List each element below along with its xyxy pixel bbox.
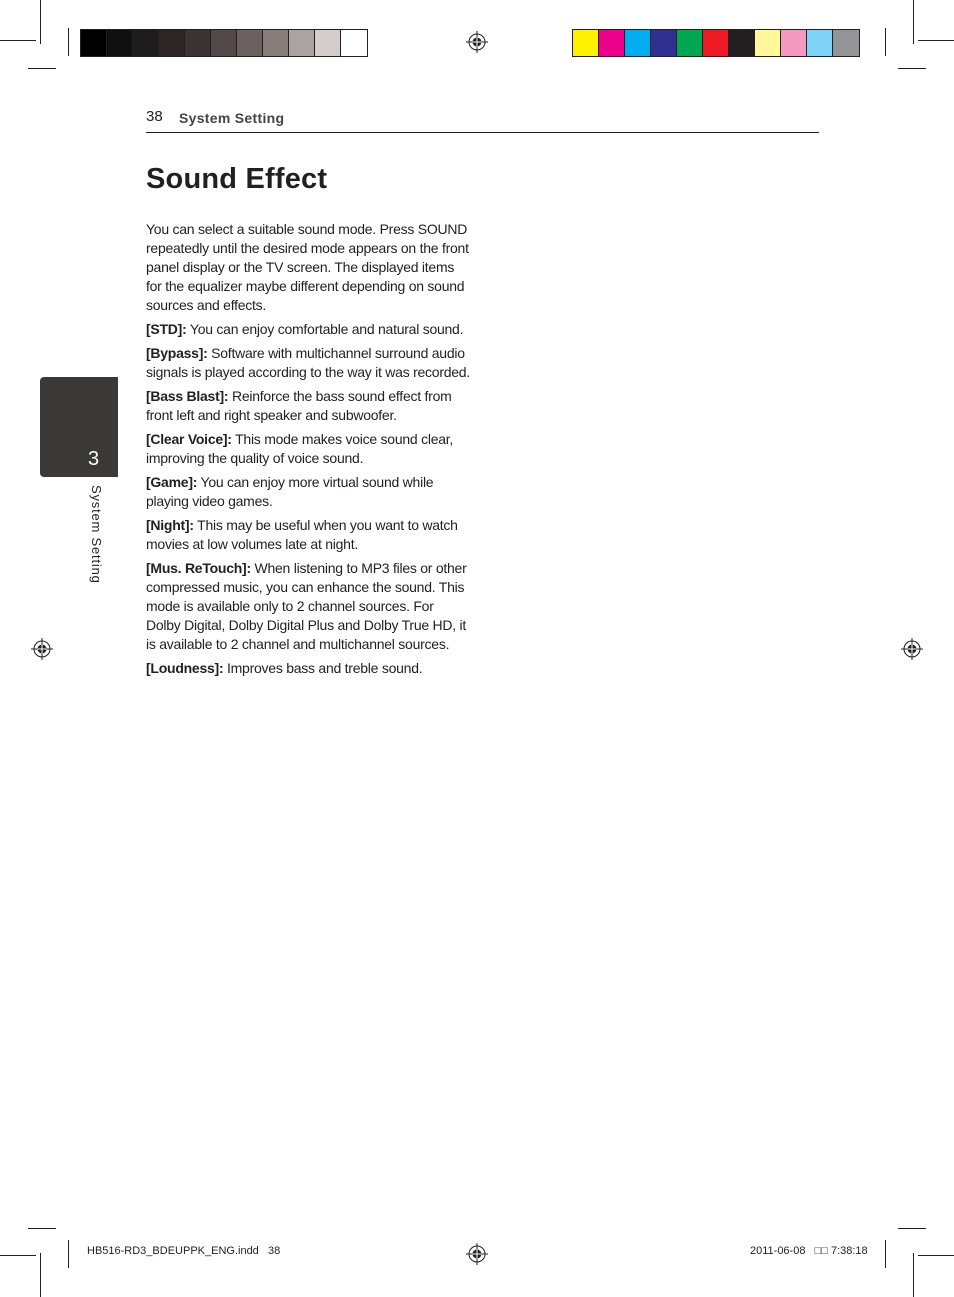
mode-term: [STD]: <box>146 321 187 337</box>
mode-term: [Game]: <box>146 474 198 490</box>
color-swatch <box>651 30 677 56</box>
registration-mark-icon <box>901 638 923 660</box>
body-text <box>146 220 471 683</box>
crop-mark <box>913 0 914 44</box>
color-swatch <box>81 30 107 56</box>
color-swatch <box>625 30 651 56</box>
crop-mark <box>913 1253 914 1297</box>
mode-description: Improves bass and treble sound. <box>223 660 423 676</box>
crop-mark <box>40 1253 41 1297</box>
color-swatch <box>159 30 185 56</box>
mode-item <box>146 387 471 425</box>
crop-mark <box>898 68 926 69</box>
color-swatch <box>289 30 315 56</box>
registration-mark-icon <box>31 638 53 660</box>
mode-item <box>146 659 471 678</box>
color-swatch <box>263 30 289 56</box>
color-swatch <box>781 30 807 56</box>
crop-mark <box>28 68 56 69</box>
mode-term: [Clear Voice]: <box>146 431 232 447</box>
mode-item <box>146 473 471 511</box>
color-swatch <box>573 30 599 56</box>
color-swatch <box>729 30 755 56</box>
mode-description: This mode makes voice sound clear, improving the quality of voice sound. <box>146 431 454 466</box>
color-swatch <box>677 30 703 56</box>
crop-mark <box>68 1240 69 1268</box>
mode-term: [Loudness]: <box>146 660 224 676</box>
mode-item <box>146 344 471 382</box>
mode-term: [Bass Blast]: <box>146 388 229 404</box>
mode-item <box>146 516 471 554</box>
crop-mark <box>0 1255 36 1256</box>
mode-term: [Night]: <box>146 517 194 533</box>
mode-description: When listening to MP3 files or other compressed music, you can enhance the sound. This mode is available only to 2 channel sources. For Dolby Digital, Dolby Digital Plus and Dolby True HD, it is available to 2 channel and multichannel sources. <box>146 560 467 652</box>
running-header-section: System Setting <box>179 110 285 126</box>
intro-paragraph: You can select a suitable sound mode. Press SOUND repeatedly until the desired mode appears on the front panel display or the TV screen. The displayed items for the equalizer maybe different depending on sound sources and effects. <box>146 221 469 313</box>
color-swatch <box>133 30 159 56</box>
color-swatch <box>315 30 341 56</box>
color-swatch <box>211 30 237 56</box>
header-divider <box>146 132 819 133</box>
color-swatch <box>599 30 625 56</box>
chapter-number: 3 <box>88 448 100 470</box>
crop-mark <box>918 1255 954 1256</box>
crop-mark <box>885 1240 886 1268</box>
grayscale-color-bar <box>80 29 368 57</box>
color-swatch <box>833 30 859 56</box>
footer-filename: HB516-RD3_BDEUPPK_ENG.indd 38 <box>87 1245 281 1257</box>
mode-description: You can enjoy comfortable and natural sound. <box>186 321 464 337</box>
crop-mark <box>28 1228 56 1229</box>
crop-mark <box>40 0 41 44</box>
crop-mark <box>0 40 36 41</box>
color-swatch <box>341 30 367 56</box>
footer-timestamp: 2011-06-08 □□ 7:38:18 <box>750 1245 868 1257</box>
color-swatch <box>107 30 133 56</box>
registration-mark-icon <box>466 1243 488 1265</box>
color-swatch <box>237 30 263 56</box>
mode-description: You can enjoy more virtual sound while playing video games. <box>146 474 434 509</box>
mode-description: Reinforce the bass sound effect from front left and right speaker and subwoofer. <box>146 388 452 423</box>
mode-description: This may be useful when you want to watch movies at low volumes late at night. <box>146 517 458 552</box>
crop-mark <box>68 28 69 56</box>
process-color-bar <box>572 29 860 57</box>
mode-item <box>146 430 471 468</box>
mode-description: Software with multichannel surround audio signals is played according to the way it was recorded. <box>146 345 470 380</box>
crop-mark <box>885 28 886 56</box>
color-swatch <box>703 30 729 56</box>
registration-mark-icon <box>466 31 488 53</box>
crop-mark <box>918 40 954 41</box>
mode-term: [Mus. ReTouch]: <box>146 560 251 576</box>
color-swatch <box>807 30 833 56</box>
crop-mark <box>898 1228 926 1229</box>
chapter-tab-label: System Setting <box>89 485 104 584</box>
mode-item <box>146 320 471 339</box>
color-swatch <box>755 30 781 56</box>
page-number: 38 <box>146 108 163 125</box>
mode-term: [Bypass]: <box>146 345 208 361</box>
color-swatch <box>185 30 211 56</box>
mode-item <box>146 559 471 654</box>
chapter-tab <box>40 377 118 477</box>
page-title: Sound Effect <box>146 163 328 195</box>
